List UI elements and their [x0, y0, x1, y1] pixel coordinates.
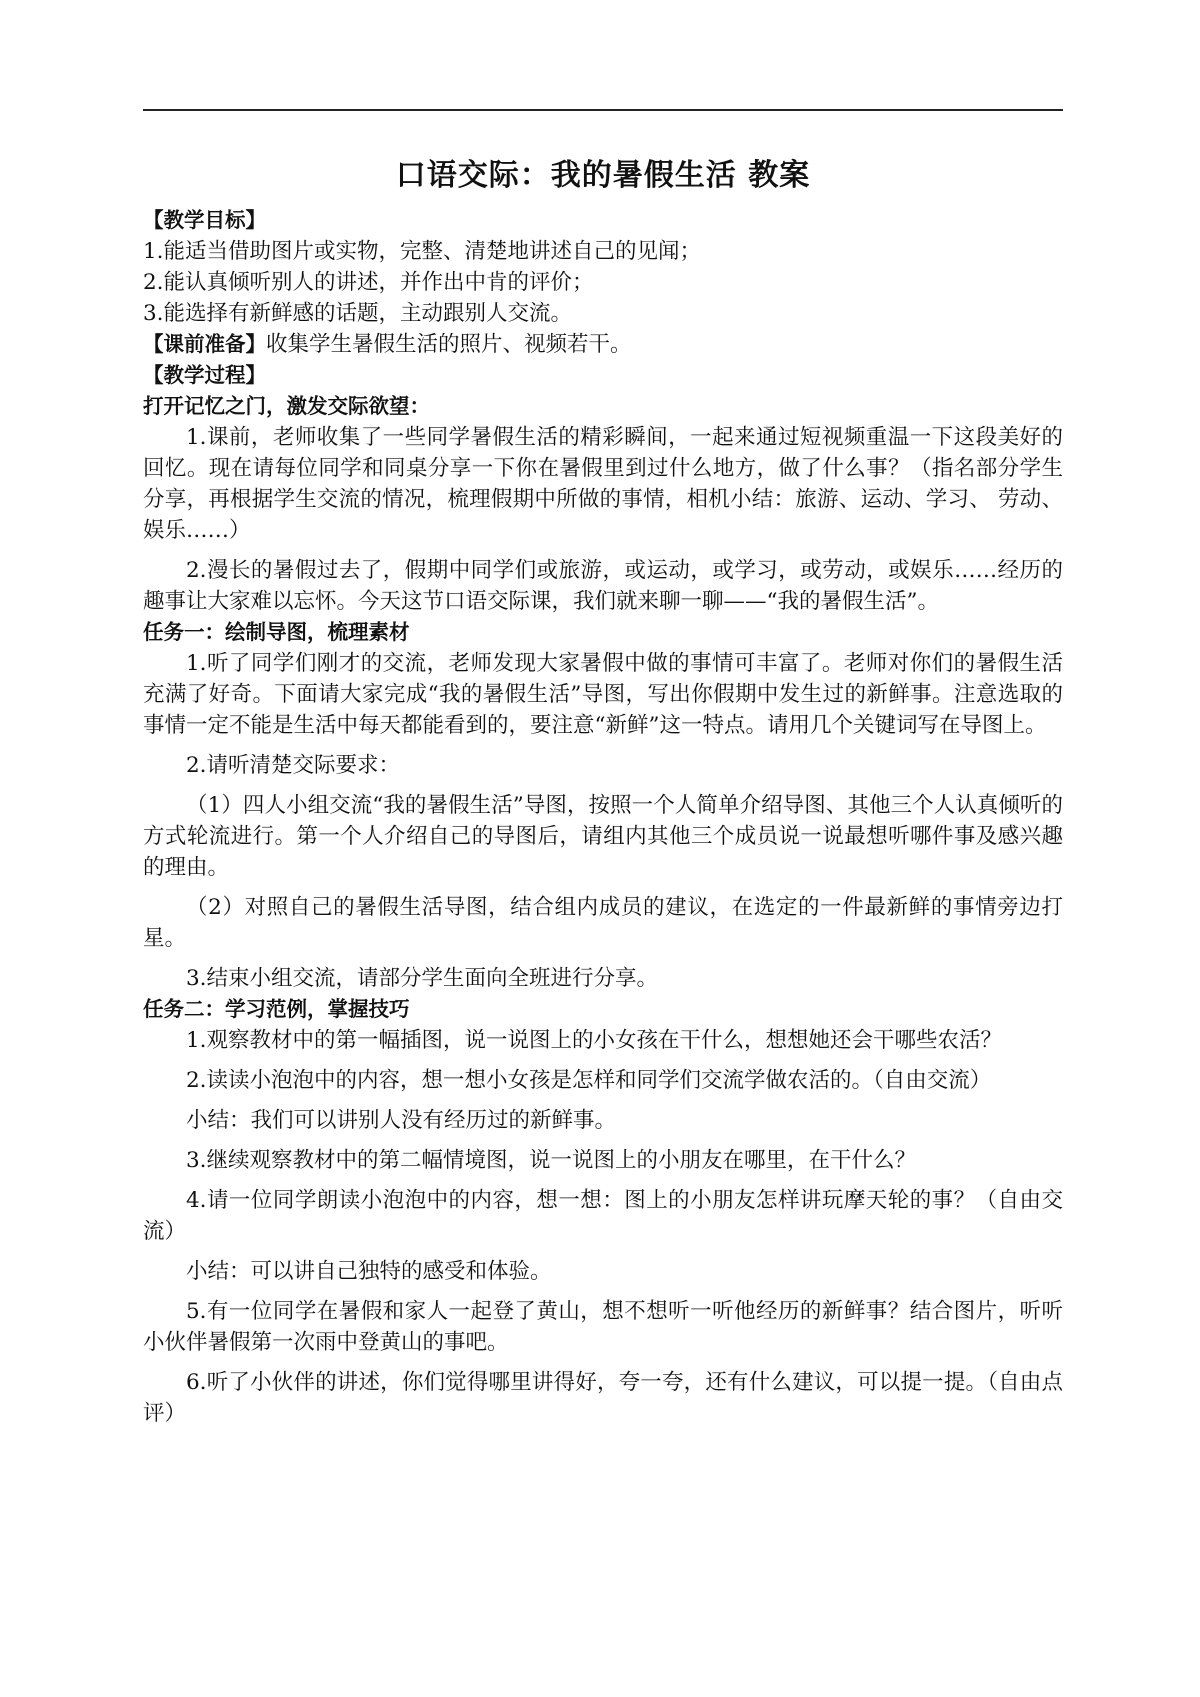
- goals-heading: 【教学目标】: [143, 208, 266, 232]
- document-page: [143, 0, 1063, 1697]
- document-body: [143, 205, 1063, 1429]
- header-rule: [143, 109, 1063, 111]
- prep-heading: 【课前准备】: [143, 332, 266, 356]
- paragraph: 2.漫长的暑假过去了，假期中同学们或旅游，或运动，或学习，或劳动，或娱乐……经历的趣事让大家难以忘怀。今天这节口语交际课，我们就来聊一聊——“我的暑假生活”。: [143, 558, 1063, 614]
- paragraph: 3.继续观察教材中的第二幅情境图，说一说图上的小朋友在哪里，在干什么？: [186, 1148, 917, 1173]
- section-heading: 任务二：学习范例，掌握技巧: [143, 997, 410, 1021]
- paragraph: 2.请听清楚交际要求：: [186, 753, 401, 778]
- process-heading: 【教学过程】: [143, 363, 266, 387]
- paragraph: 1.课前，老师收集了一些同学暑假生活的精彩瞬间，一起来通过短视频重温一下这段美好的回忆。现在请每位同学和同桌分享一下你在暑假里到过什么地方，做了什么事？（指名部分学生分享，再根据学生交流的情况，梳理假期中所做的事情，相机小结：旅游、运动、学习、 劳动、娱乐……）: [143, 425, 1063, 543]
- paragraph: 5.有一位同学在暑假和家人一起登了黄山，想不想听一听他经历的新鲜事？结合图片，听听小伙伴暑假第一次雨中登黄山的事吧。: [143, 1299, 1063, 1355]
- prep-line: [143, 329, 1063, 360]
- summary-paragraph: 小结：我们可以讲别人没有经历过的新鲜事。: [186, 1108, 617, 1133]
- goal-item: 3.能选择有新鲜感的话题，主动跟别人交流。: [143, 301, 573, 326]
- paragraph: 2.读读小泡泡中的内容，想一想小女孩是怎样和同学们交流学做农活的。（自由交流）: [186, 1068, 992, 1093]
- paragraph: （2）对照自己的暑假生活导图，结合组内成员的建议，在选定的一件最新鲜的事情旁边打星。: [143, 895, 1063, 951]
- paragraph: 4.请一位同学朗读小泡泡中的内容，想一想：图上的小朋友怎样讲玩摩天轮的事？（自由交流）: [143, 1188, 1063, 1244]
- summary-paragraph: 小结：可以讲自己独特的感受和体验。: [186, 1259, 552, 1284]
- paragraph: 6.听了小伙伴的讲述，你们觉得哪里讲得好，夸一夸，还有什么建议，可以提一提。（自由点评）: [143, 1370, 1063, 1426]
- section-heading: 任务一：绘制导图，梳理素材: [143, 620, 410, 644]
- goal-item: 2.能认真倾听别人的讲述，并作出中肯的评价；: [143, 270, 594, 295]
- paragraph: 3.结束小组交流，请部分学生面向全班进行分享。: [186, 966, 659, 991]
- page-title: 口语交际：我的暑假生活 教案: [395, 158, 811, 193]
- paragraph: 1.观察教材中的第一幅插图，说一说图上的小女孩在干什么，想想她还会干哪些农活？: [186, 1028, 1003, 1053]
- section-heading: 打开记忆之门，激发交际欲望：: [143, 394, 430, 418]
- goal-item: 1.能适当借助图片或实物，完整、清楚地讲述自己的见闻；: [143, 239, 702, 264]
- paragraph: （1）四人小组交流“我的暑假生活”导图，按照一个人简单介绍导图、其他三个人认真倾听的方式轮流进行。第一个人介绍自己的导图后，请组内其他三个成员说一说最想听哪件事及感兴趣的理由。: [143, 793, 1063, 880]
- paragraph: 1.听了同学们刚才的交流，老师发现大家暑假中做的事情可丰富了。老师对你们的暑假生活充满了好奇。下面请大家完成“我的暑假生活”导图，写出你假期中发生过的新鲜事。注意选取的事情一定不能是生活中每天都能看到的，要注意“新鲜”这一特点。请用几个关键词写在导图上。: [143, 651, 1063, 738]
- prep-text: 收集学生暑假生活的照片、视频若干。: [266, 332, 632, 357]
